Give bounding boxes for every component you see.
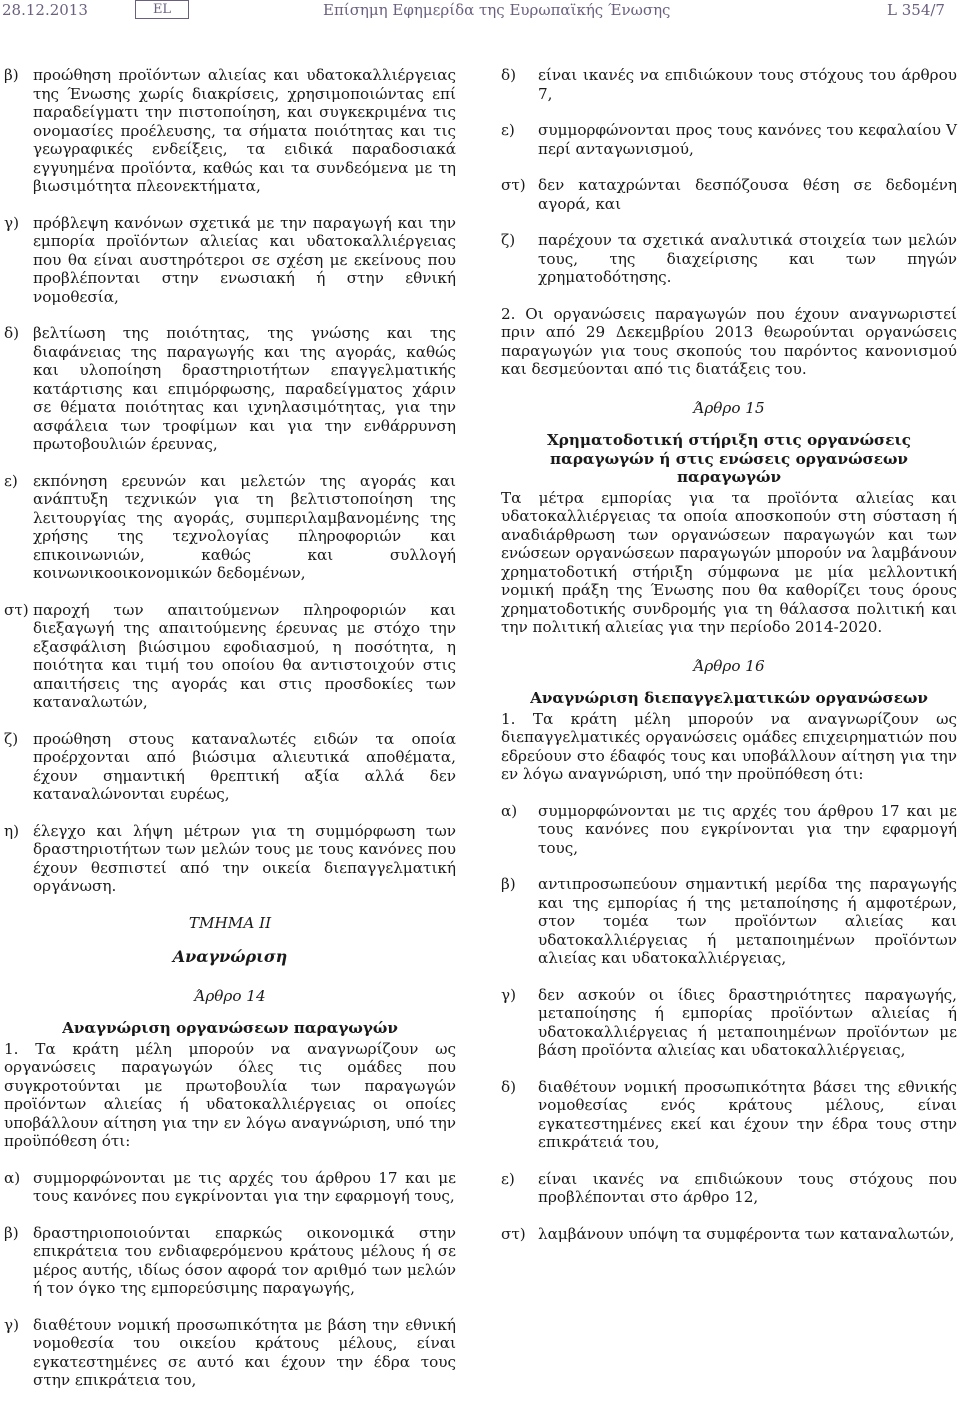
item-label: α) xyxy=(501,801,518,820)
item-label: β) xyxy=(501,875,516,893)
item-label: β) xyxy=(4,66,19,84)
list-item xyxy=(501,231,957,287)
item-label: στ) xyxy=(501,176,526,194)
article-15-number: Άρθρο 15 xyxy=(693,398,765,417)
right-column xyxy=(501,66,957,1261)
article-15-title: Χρηματοδοτική στήριξη στις οργανώσεις παραγωγών ή στις ενώσεις οργανώσεων παραγωγών xyxy=(546,431,912,486)
page-header xyxy=(0,0,960,30)
item-label: ζ) xyxy=(501,231,516,249)
item-label: ε) xyxy=(501,1169,515,1188)
item-text: βελτίωση της ποιότητας, της γνώσης και της διαφάνειας της παραγωγής και της αγοράς, καθώς και υλοποίηση δραστηριοτήτων επαγγελματικής κατάρτισης και επιμόρφωσης, παραδείγματος χάριν σε θέματα ποιότητας και ιχνηλασιμότητας, για την ασφάλεια των τροφίμων και για την ενθάρρυνση πρωτοβουλιών έρευνας, xyxy=(33,324,456,453)
list-item xyxy=(4,66,456,196)
item-text: προώθηση στους καταναλωτές ειδών τα οποία προέρχονται από βιώσιμα αλιευτικά αποθέματα, έχουν σημαντική θρεπτική αξία αλλά δεν καταναλώνονται ευρέως, xyxy=(33,729,456,803)
item-text: προώθηση προϊόντων αλιείας και υδατοκαλλιέργειας της Ένωσης χωρίς διακρίσεις, χρησιμοποιώντας επί παραδείγματι την πιστοποίηση, και συγκεκριμένα τις ονομασίες προέλευσης, τα σήματα ποιότητας και τις γεωγραφικές ενδείξεις, τα ειδικά παραδοσιακά εγγυημένα προϊόντα, καθώς και τα συνδεόμενα με τη βιωσιμότητα πλεονεκτήματα, xyxy=(33,66,456,195)
list-item xyxy=(4,1169,456,1206)
item-label: γ) xyxy=(4,1315,20,1334)
list-item xyxy=(4,214,456,307)
item-text: δεν καταχρώνται δεσπόζουσα θέση σε δεδομένη αγορά, και xyxy=(538,176,957,213)
list-item xyxy=(4,822,456,896)
page-number: L 354/7 xyxy=(887,1,945,19)
item-text: δεν ασκούν οι ίδιες δραστηριότητες παραγωγής, μεταποίησης ή εμπορίας προϊόντων αλιείας ή υδατοκαλλιέργειας ή μεταποιημένων προϊόντων με βάση προϊόντα αλιείας και υδατοκαλλιέργειας, xyxy=(538,985,957,1059)
list-item xyxy=(4,1224,456,1298)
list-item xyxy=(4,324,456,454)
list-item xyxy=(501,66,957,103)
paragraph-2: 2. Οι οργανώσεις παραγωγών που έχουν αναγνωριστεί πριν από 29 Δεκεμβρίου 2013 θεωρούνται οργανώσεις παραγωγών για τους σκοπούς του παρόντος κανονισμού και δεσμεύονται από τις διατάξεις του. xyxy=(501,304,957,378)
article-16-number: Άρθρο 16 xyxy=(693,656,765,675)
item-text: εκπόνηση ερευνών και μελετών της αγοράς και ανάπτυξη τεχνικών για τη βελτιστοποίηση της λειτουργίας της αγοράς, συμπεριλαμβανομένης της χρήσης της τεχνολογίας πληροφοριών και επικοινωνιών, καθώς και συλλογή κοινωνικοοικονομικών δεδομένων, xyxy=(33,471,456,582)
item-label: ε) xyxy=(4,471,18,490)
article-16-intro: 1. Τα κράτη μέλη μπορούν να αναγνωρίζουν ως διεπαγγελματικές οργανώσεις ομάδες επιχειρηματιών που εδρεύουν στο έδαφός τους και υποβάλλουν αίτηση για την εν λόγω αναγνώριση, υπό την προϋπόθεση ότι: xyxy=(501,709,957,783)
article-14-intro: 1. Τα κράτη μέλη μπορούν να αναγνωρίζουν ως οργανώσεις παραγωγών όλες τις ομάδες που συγκροτούνται με πρωτοβουλία των παραγωγών προϊόντων αλιείας ή υδατοκαλλιέργειας οι οποίες υποβάλλουν αίτηση για την εν λόγω αναγνώριση, υπό την προϋπόθεση ότι: xyxy=(4,1039,456,1150)
item-label: στ) xyxy=(4,600,29,619)
item-label: στ) xyxy=(501,1224,526,1243)
item-label: δ) xyxy=(4,324,20,342)
list-item xyxy=(501,986,957,1060)
language-badge: EL xyxy=(135,0,189,19)
item-label: γ) xyxy=(501,985,517,1004)
list-item xyxy=(501,121,957,158)
article-14-title: Αναγνώριση οργανώσεων παραγωγών xyxy=(62,1019,398,1037)
left-column xyxy=(4,66,456,1408)
article-16-title: Αναγνώριση διεπαγγελματικών οργανώσεων xyxy=(530,689,928,707)
item-label: α) xyxy=(4,1168,21,1187)
section-number: ΤΜΗΜΑ II xyxy=(188,913,272,932)
list-item xyxy=(4,1316,456,1390)
item-label: ε) xyxy=(501,121,515,139)
list-item xyxy=(501,802,957,858)
list-item xyxy=(501,1225,957,1244)
list-item xyxy=(501,1078,957,1152)
list-item xyxy=(501,176,957,213)
item-text: διαθέτουν νομική προσωπικότητα με βάση την εθνική νομοθεσία του οικείου κράτους μέλους, είναι εγκατεστημένες σε αυτό και έχουν την έδρα τους στην επικράτεια του, xyxy=(33,1315,456,1389)
item-text: είναι ικανές να επιδιώκουν τους στόχους του άρθρου 7, xyxy=(538,66,957,103)
item-label: δ) xyxy=(501,66,517,84)
article-15-text: Τα μέτρα εμπορίας για τα προϊόντα αλιείας και υδατοκαλλιέργειας τα οποία αποσκοπούν στη σύσταση ή αναδιάρθρωση των οργανώσεων παραγωγών και των ενώσεων οργανώσεων παραγωγών μπορούν να λαμβάνουν χρηματοδοτική στήριξη σύμφωνα με μία μελλοντική νομική πράξη της Ένωσης που θα καθορίζει τους όρους χρηματοδοτικής συνδρομής για τη θάλασσα πολιτική και την πολιτική αλιείας για την περίοδο 2014-2020. xyxy=(501,488,957,636)
list-item xyxy=(4,472,456,583)
item-label: η) xyxy=(4,821,20,840)
item-text: πρόβλεψη κανόνων σχετικά με την παραγωγή και την εμπορία προϊόντων αλιείας και υδατοκαλλιέργειας που θα είναι αυστηρότεροι σε σχέση με εκείνους που προβλέπονται στην ενωσιακή ή στην εθνική νομοθεσία, xyxy=(33,213,456,306)
item-text: λαμβάνουν υπόψη τα συμφέροντα των καταναλωτών, xyxy=(538,1224,955,1243)
item-text: συμμορφώνονται με τις αρχές του άρθρου 17 και με τους κανόνες που εγκρίνονται για την εφαρμογή τους, xyxy=(33,1168,456,1205)
item-text: αντιπροσωπεύουν σημαντική μερίδα της παραγωγής και της εμπορίας ή της μεταποίησης ή αμφοτέρων, στον τομέα των προϊόντων αλιείας και υδατοκαλλιέργειας ή μεταποιημένων προϊόντων αλιείας και υδατοκαλλιέργειας, xyxy=(538,875,957,967)
item-label: ζ) xyxy=(4,729,19,748)
section-title: Αναγνώριση xyxy=(172,947,288,966)
item-label: β) xyxy=(4,1223,19,1242)
item-text: είναι ικανές να επιδιώκουν τους στόχους που προβλέπονται στο άρθρο 12, xyxy=(538,1169,957,1206)
publication-date: 28.12.2013 xyxy=(2,1,88,19)
list-item xyxy=(4,730,456,804)
item-text: διαθέτουν νομική προσωπικότητα βάσει της εθνικής νομοθεσίας ενός κράτους μέλους, είναι εγκατεστημένες εκεί και έχουν την έδρα τους στην επικράτειά του, xyxy=(538,1077,957,1151)
article-14-number: Άρθρο 14 xyxy=(194,986,266,1005)
item-text: παρέχουν τα σχετικά αναλυτικά στοιχεία των μελών τους, της διαχείρισης και των πηγών χρηματοδότησης. xyxy=(538,231,957,286)
list-item xyxy=(501,875,957,968)
item-label: δ) xyxy=(501,1077,517,1096)
list-item xyxy=(4,601,456,712)
item-text: παροχή των απαιτούμενων πληροφοριών και διεξαγωγή της απαιτούμενης έρευνας με στόχο την εξασφάλιση βιώσιμου εφοδιασμού, η ποσότητα, η ποιότητα και τιμή του οποίου θα αντιστοιχούν στις απαιτήσεις της αγοράς και στις προσδοκίες των καταναλωτών, xyxy=(33,600,456,711)
item-label: γ) xyxy=(4,213,20,232)
journal-title: Επίσημη Εφημερίδα της Ευρωπαϊκής Ένωσης xyxy=(323,1,671,19)
item-text: συμμορφώνονται με τις αρχές του άρθρου 17 και με τους κανόνες που εγκρίνονται για την εφαρμογή τους, xyxy=(538,801,957,857)
item-text: έλεγχο και λήψη μέτρων για τη συμμόρφωση των δραστηριοτήτων των μελών τους με τους κανόνες που έχουν θεσπιστεί από την οικεία διεπαγγελματική οργάνωση. xyxy=(33,821,456,895)
list-item xyxy=(501,1170,957,1207)
item-text: δραστηριοποιούνται επαρκώς οικονομικά στην επικράτεια του ενδιαφερόμενου κράτους μέλους ή σε μέρος αυτής, ιδίως όσον αφορά τον αριθμό των μελών ή τον όγκο της εμπορεύσιμης παραγωγής, xyxy=(33,1223,456,1297)
item-text: συμμορφώνονται προς τους κανόνες του κεφαλαίου V περί ανταγωνισμού, xyxy=(538,121,957,158)
